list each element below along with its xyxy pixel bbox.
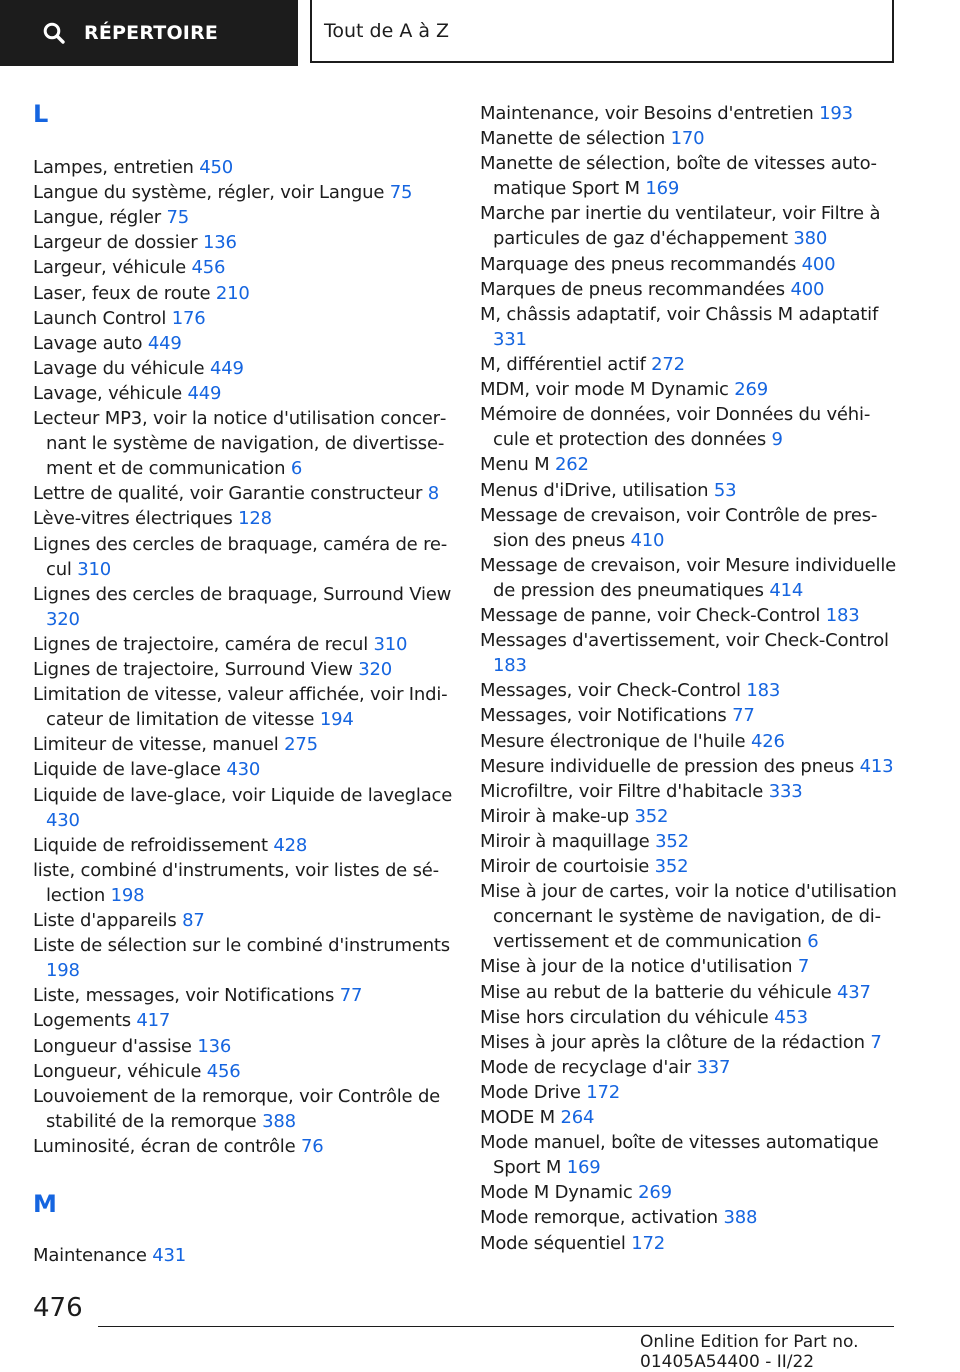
index-entry-text: Lignes des cercles de braquage, Surround View [33, 583, 452, 605]
index-entry-text: Menus d'iDrive, utilisation [480, 479, 709, 501]
page-reference-link[interactable]: 210 [215, 282, 250, 304]
index-entry-text: Marche par inertie du ventilateur, voir Filtre à particules de gaz d'échappement [480, 203, 881, 250]
index-entry [33, 657, 453, 682]
index-entry [480, 603, 900, 628]
page-reference-link[interactable]: 128 [238, 508, 272, 530]
index-entry [480, 1130, 900, 1180]
index-entry [33, 1084, 453, 1134]
index-entry [33, 632, 453, 657]
index-entry [33, 281, 453, 306]
page-reference-link[interactable]: 269 [638, 1182, 672, 1204]
index-entry-text: Laser, feux de route [33, 282, 211, 304]
index-entry-text: Miroir de courtoisie [480, 856, 650, 877]
page-header [0, 0, 960, 66]
footer-divider [98, 1326, 894, 1327]
index-entry [33, 406, 453, 481]
index-entry-text: Microfiltre, voir Filtre d'habitacle [480, 780, 764, 802]
page-reference-link[interactable]: 426 [750, 730, 785, 752]
index-entry-text: Lavage auto [33, 332, 143, 354]
index-entry-text: Mode remorque, activation [480, 1207, 718, 1229]
index-entry-text: Miroir à make-up [480, 805, 629, 827]
page-reference-link[interactable]: 320 [358, 659, 393, 680]
page-reference-link[interactable]: 437 [836, 981, 871, 1003]
index-entry [480, 252, 900, 277]
index-entry [33, 783, 453, 833]
index-entry [480, 879, 900, 954]
page-reference-link[interactable]: 414 [769, 579, 804, 601]
index-entry-text: Maintenance, voir Besoins d'entretien [480, 103, 814, 124]
index-entry-text: Mise au rebut de la batterie du véhicule [480, 981, 832, 1003]
index-entry [480, 678, 900, 703]
index-entry-text: MDM, voir mode M Dynamic [480, 379, 729, 401]
index-entry [480, 1180, 900, 1205]
index-entry-text: Liste, messages, voir Notifications [33, 985, 335, 1007]
page-reference-link[interactable]: 183 [493, 655, 527, 677]
page-reference-link[interactable]: 8 [427, 483, 440, 505]
index-entry-text: Mises à jour après la clôture de la rédaction [480, 1031, 865, 1053]
index-entry-text: MODE M [480, 1107, 555, 1128]
index-entry [480, 628, 900, 678]
index-entry [480, 754, 900, 779]
index-entry-text: liste, combiné d'instruments, voir listes de sélection [33, 859, 440, 906]
index-entry-text: Logements [33, 1010, 131, 1032]
index-entry-text: Lève-vitres électriques [33, 508, 233, 530]
page-reference-link[interactable]: 431 [152, 1245, 187, 1266]
index-entry-text: Liquide de refroidissement [33, 834, 268, 856]
page-reference-link[interactable]: 400 [790, 278, 825, 300]
page-reference-link[interactable]: 400 [801, 253, 836, 275]
index-entry [33, 757, 453, 782]
index-entry-text: Mise hors circulation du véhicule [480, 1006, 769, 1028]
index-entry [480, 201, 900, 251]
index-entry [33, 205, 453, 230]
page-reference-link[interactable]: 331 [493, 328, 527, 350]
index-entry [33, 1034, 453, 1059]
index-entry-text: Maintenance [33, 1245, 147, 1266]
index-entry [480, 829, 900, 854]
index-entry [480, 729, 900, 754]
index-entry-text: Lavage, véhicule [33, 382, 183, 404]
page-reference-link[interactable]: 75 [166, 207, 190, 229]
index-entry [480, 1030, 900, 1055]
page-reference-link[interactable]: 183 [825, 605, 860, 626]
page-reference-link[interactable]: 413 [859, 755, 894, 777]
page-reference-link[interactable]: 456 [206, 1060, 241, 1082]
page-reference-link[interactable]: 269 [734, 379, 769, 401]
index-entry-text: Longueur d'assise [33, 1035, 192, 1057]
page-reference-link[interactable]: 172 [631, 1232, 665, 1254]
page-reference-link[interactable]: 9 [771, 429, 783, 451]
index-entry-text: Lavage du véhicule [33, 357, 205, 379]
index-entry [480, 478, 900, 503]
page-reference-link[interactable]: 264 [560, 1107, 595, 1128]
page-reference-link[interactable]: 449 [187, 382, 222, 404]
index-entry [480, 101, 900, 126]
page-reference-link[interactable]: 198 [46, 960, 80, 982]
index-entry [33, 983, 453, 1008]
page-reference-link[interactable]: 170 [670, 128, 705, 150]
index-entry [33, 582, 453, 632]
repertoire-tab[interactable] [0, 0, 298, 66]
index-entry-text: Mesure électronique de l'huile [480, 730, 746, 752]
index-entry-text: Message de crevaison, voir Contrôle de pression des pneus [480, 504, 878, 551]
index-entry-text: Mode manuel, boîte de vitesses automatique Sport M [480, 1132, 879, 1179]
index-entry [33, 180, 453, 205]
page-reference-link[interactable]: 77 [732, 705, 755, 727]
page-reference-link[interactable]: 75 [389, 182, 413, 204]
page-reference-link[interactable]: 352 [655, 830, 689, 852]
index-entry-text: Lecteur MP3, voir la notice d'utilisation concernant le système de navigation, de divertissement et de communication [33, 408, 447, 480]
index-entry [480, 126, 900, 151]
index-entry [480, 1205, 900, 1230]
index-entry-text: Largeur de dossier [33, 232, 198, 254]
page-reference-link[interactable]: 337 [696, 1056, 731, 1078]
index-entry [480, 804, 900, 829]
index-entry-text: Mémoire de données, voir Données du véhicule et protection des données [480, 404, 871, 451]
index-entry-text: Louvoiement de la remorque, voir Contrôle de stabilité de la remorque [33, 1085, 441, 1132]
page-reference-link[interactable]: 310 [77, 558, 112, 580]
index-entry [33, 1243, 453, 1268]
page-reference-link[interactable]: 198 [110, 884, 145, 906]
index-entry [33, 381, 453, 406]
page-number: 476 [33, 1293, 83, 1323]
index-entry [33, 1008, 453, 1033]
index-entry [480, 503, 900, 553]
index-entry-text: Limiteur de vitesse, manuel [33, 734, 279, 756]
index-entry [33, 908, 453, 933]
index-entry-text: Mise à jour de la notice d'utilisation [480, 956, 793, 978]
page-reference-link[interactable]: 352 [654, 856, 689, 877]
page-reference-link[interactable]: 453 [774, 1006, 808, 1028]
index-entry-text: Liquide de lave-glace [33, 759, 221, 781]
page-reference-link[interactable]: 6 [807, 931, 819, 953]
index-entry-text: Liquide de lave-glace, voir Liquide de laveglace [33, 784, 453, 806]
page-reference-link[interactable]: 449 [147, 332, 182, 354]
page-reference-link[interactable]: 450 [199, 157, 233, 178]
index-entry-text: Menu M [480, 454, 550, 476]
page-reference-link[interactable]: 380 [793, 228, 828, 250]
page-reference-link[interactable]: 136 [203, 232, 237, 254]
page-reference-link[interactable]: 136 [197, 1035, 232, 1057]
page-reference-link[interactable]: 449 [209, 357, 244, 379]
edition-footer: Online Edition for Part no. 01405A54400 - II/22 [640, 1332, 859, 1372]
index-entry [480, 779, 900, 804]
index-entry [33, 155, 453, 180]
page-reference-link[interactable]: 456 [191, 257, 226, 279]
page-reference-link[interactable]: 183 [746, 680, 781, 702]
index-entry-text: Manette de sélection, boîte de vitesses automatique Sport M [480, 153, 877, 200]
index-entry-text: Marquage des pneus recommandés [480, 253, 797, 275]
index-entry-text: Mode M Dynamic [480, 1182, 633, 1204]
index-entry-text: Miroir à maquillage [480, 830, 650, 852]
index-entry-text: Marques de pneus recommandées [480, 278, 785, 300]
index-entry [480, 277, 900, 302]
repertoire-label: RÉPERTOIRE [84, 22, 219, 44]
index-entry [480, 954, 900, 979]
page-reference-link[interactable]: 410 [630, 529, 665, 551]
index-entry [480, 553, 900, 603]
page-reference-link[interactable]: 310 [373, 633, 408, 655]
index-entry [480, 1231, 900, 1256]
page-reference-link[interactable]: 430 [226, 759, 261, 781]
page-reference-link[interactable]: 77 [339, 985, 363, 1007]
index-entry-text: Launch Control [33, 307, 167, 329]
index-entry [33, 306, 453, 331]
index-entry-text: Message de panne, voir Check-Control [480, 605, 821, 626]
index-entry-text: Luminosité, écran de contrôle [33, 1135, 296, 1157]
page-reference-link[interactable]: 417 [136, 1010, 171, 1032]
index-entry-text: Mesure individuelle de pression des pneus [480, 755, 855, 777]
index-entry [480, 854, 900, 879]
index-entry-text: Message de crevaison, voir Mesure individuelle de pression des pneumatiques [480, 554, 896, 601]
index-entry [33, 858, 453, 908]
page-reference-link[interactable]: 430 [46, 809, 80, 831]
index-entry [33, 532, 453, 582]
index-entry [480, 402, 900, 452]
page-reference-link[interactable]: 7 [870, 1031, 882, 1053]
index-entry [33, 230, 453, 255]
index-entry [33, 506, 453, 531]
page-reference-link[interactable]: 176 [171, 307, 206, 329]
a-to-z-label: Tout de A à Z [324, 19, 450, 42]
page-reference-link[interactable]: 169 [645, 178, 680, 200]
page-reference-link[interactable]: 333 [768, 780, 803, 802]
page-reference-link[interactable]: 7 [797, 956, 810, 978]
page-reference-link[interactable]: 172 [586, 1081, 621, 1103]
page-reference-link[interactable]: 275 [284, 734, 318, 756]
index-entry-text: M, différentiel actif [480, 354, 646, 375]
index-entry [33, 833, 453, 858]
section-letter-m: M [33, 1190, 57, 1218]
index-entry [33, 732, 453, 757]
index-entry-text: Messages, voir Notifications [480, 705, 727, 727]
index-entry [33, 356, 453, 381]
index-entry-text: Lignes des cercles de braquage, caméra de recul [33, 533, 448, 580]
index-entry-text: Langue, régler [33, 207, 161, 229]
page-reference-link[interactable]: 194 [319, 709, 354, 731]
section-letter-l: L [33, 100, 49, 128]
index-entry-text: Langue du système, régler, voir Langue [33, 182, 385, 204]
page-reference-link[interactable]: 193 [819, 103, 853, 124]
page-reference-link[interactable]: 320 [46, 608, 80, 630]
page-reference-link[interactable]: 388 [262, 1110, 296, 1132]
index-entry-text: Manette de sélection [480, 128, 666, 150]
index-entry-text: Messages, voir Check-Control [480, 680, 741, 702]
index-entry-text: Lignes de trajectoire, caméra de recul [33, 633, 369, 655]
index-entry [33, 1059, 453, 1084]
a-to-z-tab[interactable] [310, 0, 894, 63]
index-entry [480, 377, 900, 402]
page-reference-link[interactable]: 388 [723, 1207, 758, 1229]
index-entry-text: Mise à jour de cartes, voir la notice d'utilisation concernant le système de navigation, de divertissement et de communication [480, 881, 897, 953]
page-reference-link[interactable]: 262 [555, 454, 589, 476]
index-entry [480, 352, 900, 377]
index-entry [480, 151, 900, 201]
page-reference-link[interactable]: 428 [273, 834, 308, 856]
index-entry-text: Lignes de trajectoire, Surround View [33, 659, 353, 680]
index-entry [33, 933, 453, 983]
index-entry [33, 255, 453, 280]
index-entry-text: Mode de recyclage d'air [480, 1056, 691, 1078]
page-reference-link[interactable]: 6 [290, 458, 303, 480]
index-entry-text: Mode Drive [480, 1081, 581, 1103]
index-entry-text: Lampes, entretien [33, 157, 194, 178]
index-entry [33, 1134, 453, 1159]
index-entry [480, 302, 900, 352]
index-entry [480, 1080, 900, 1105]
page-reference-link[interactable]: 76 [300, 1135, 324, 1157]
index-entry [33, 682, 453, 732]
index-entry-text: Mode séquentiel [480, 1232, 626, 1254]
page-reference-link[interactable]: 87 [182, 910, 205, 931]
index-entry [480, 452, 900, 477]
index-entry [480, 1105, 900, 1130]
index-entry [33, 331, 453, 356]
index-entry-text: Limitation de vitesse, valeur affichée, voir Indicateur de limitation de vitesse [33, 684, 448, 731]
page-reference-link[interactable]: 169 [566, 1157, 601, 1179]
index-entry-text: Lettre de qualité, voir Garantie constructeur [33, 483, 423, 505]
index-entry-text: Largeur, véhicule [33, 257, 187, 279]
index-entry-text: Longueur, véhicule [33, 1060, 202, 1082]
index-entry [480, 703, 900, 728]
page-reference-link[interactable]: 53 [713, 479, 737, 501]
index-entry [480, 980, 900, 1005]
index-entry-text: Messages d'avertissement, voir Check-Control [480, 630, 889, 652]
index-entry-text: M, châssis adaptatif, voir Châssis M adaptatif [480, 303, 879, 325]
index-entry-text: Liste de sélection sur le combiné d'instruments [33, 935, 450, 957]
page-reference-link[interactable]: 272 [651, 354, 685, 375]
page-reference-link[interactable]: 352 [634, 805, 669, 827]
index-entry-text: Liste d'appareils [33, 910, 177, 931]
index-entry [480, 1055, 900, 1080]
search-icon [42, 21, 66, 45]
index-entry [480, 1005, 900, 1030]
index-entry [33, 481, 453, 506]
